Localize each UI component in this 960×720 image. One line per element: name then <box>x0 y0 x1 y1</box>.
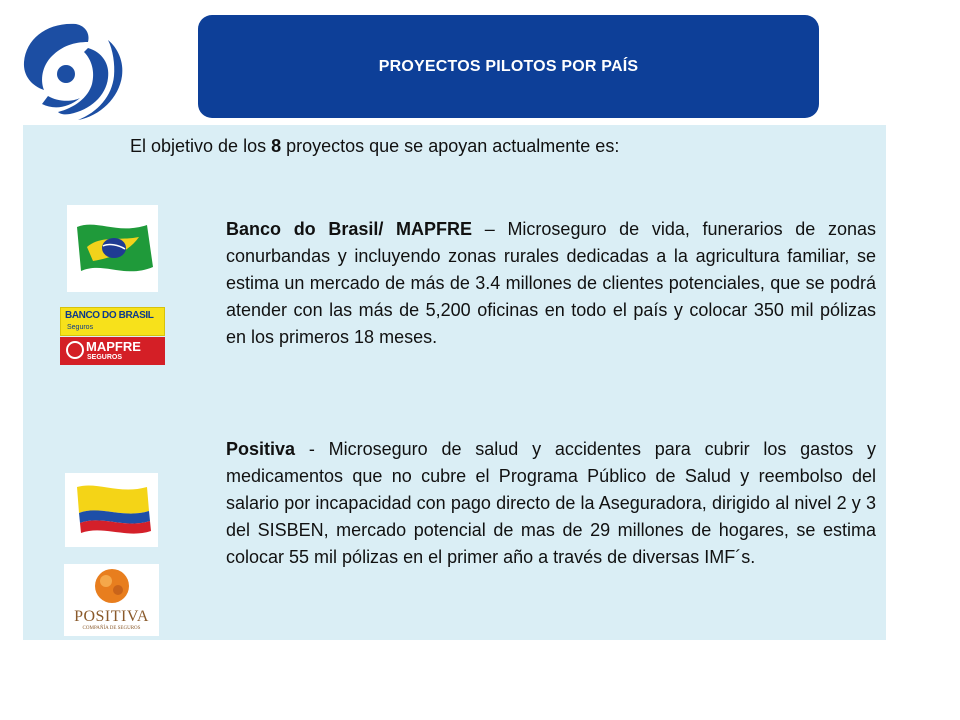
project-positiva-text: Microseguro de salud y accidentes para cubrir los gastos y medicamentos que no cubre el Programa Público de Salud y reembolso del salario por incapacidad con pago directo de la Aseguradora, dirigido al nivel 2 y 3 del SISBEN, mercado potencial de mas de 29 millones de hogares, se estima colocar 55 mil pólizas en el primer año a través de diversas IMF´s. <box>226 439 876 567</box>
project-positiva-description: Positiva - Microseguro de salud y accidentes para cubrir los gastos y medicamentos que no cubre el Programa Público de Salud y reembolso del salario por incapacidad con pago directo de la Aseguradora, dirigido al nivel 2 y 3 del SISBEN, mercado potencial de mas de 29 millones de hogares, se estima colocar 55 mil pólizas en el primer año a través de diversas IMF´s. <box>226 439 876 567</box>
banco-brasil-subtext: Seguros <box>67 324 94 331</box>
project-brasil-description: Banco do Brasil/ MAPFRE – Microseguro de vida, funerarios de zonas conurbandas y incluyendo zonas rurales dedicadas a la agricultura familiar, se estima un mercado de más de 3.4 millones de clientes potenciales, que se podrá atender con las más de 5,200 oficinas en todo el país y colocar 350 mil pólizas en los primeros 18 meses. <box>226 219 876 347</box>
intro-suffix: proyectos que se apoyan actualmente es: <box>281 136 620 156</box>
title-banner <box>198 15 819 118</box>
positiva-text: POSITIVA <box>74 608 149 625</box>
project-brasil-text: Microseguro de vida, funerarios de zonas conurbandas y incluyendo zonas rurales dedicadas a la agricultura familiar, se estima un mercado de más de 3.4 millones de clientes potenciales, que se podrá atender con las más de 5,200 oficinas en todo el país y colocar 350 mil pólizas en los primeros 18 meses. <box>226 219 876 347</box>
mapfre-logo <box>60 337 165 365</box>
brazil-flag-icon <box>67 205 158 292</box>
project-count: 8 <box>271 136 282 156</box>
positiva-sun-icon <box>64 564 159 608</box>
page-title: PROYECTOS PILOTOS POR PAÍS <box>378 57 639 75</box>
banco-brasil-mapfre-logo <box>60 307 165 365</box>
colombia-flag-icon <box>65 473 158 547</box>
banco-brasil-logo <box>60 307 165 336</box>
intro-text <box>130 136 619 157</box>
intro-prefix: El objetivo de los <box>130 136 272 156</box>
mapfre-subtext: SEGUROS <box>87 354 123 361</box>
project-brasil-name: Banco do Brasil/ MAPFRE <box>226 219 473 239</box>
positiva-logo <box>64 564 159 636</box>
project-positiva-name: Positiva <box>226 439 296 459</box>
colombia-flag-image <box>65 473 158 547</box>
mapfre-text: MAPFRE <box>86 339 141 354</box>
brazil-flag-image <box>67 205 158 292</box>
banco-brasil-text: BANCO DO BRASIL <box>65 310 154 321</box>
company-logo <box>18 18 128 122</box>
positiva-subtext: COMPAÑÍA DE SEGUROS <box>82 626 141 631</box>
mapfre-emblem-icon <box>66 341 84 359</box>
